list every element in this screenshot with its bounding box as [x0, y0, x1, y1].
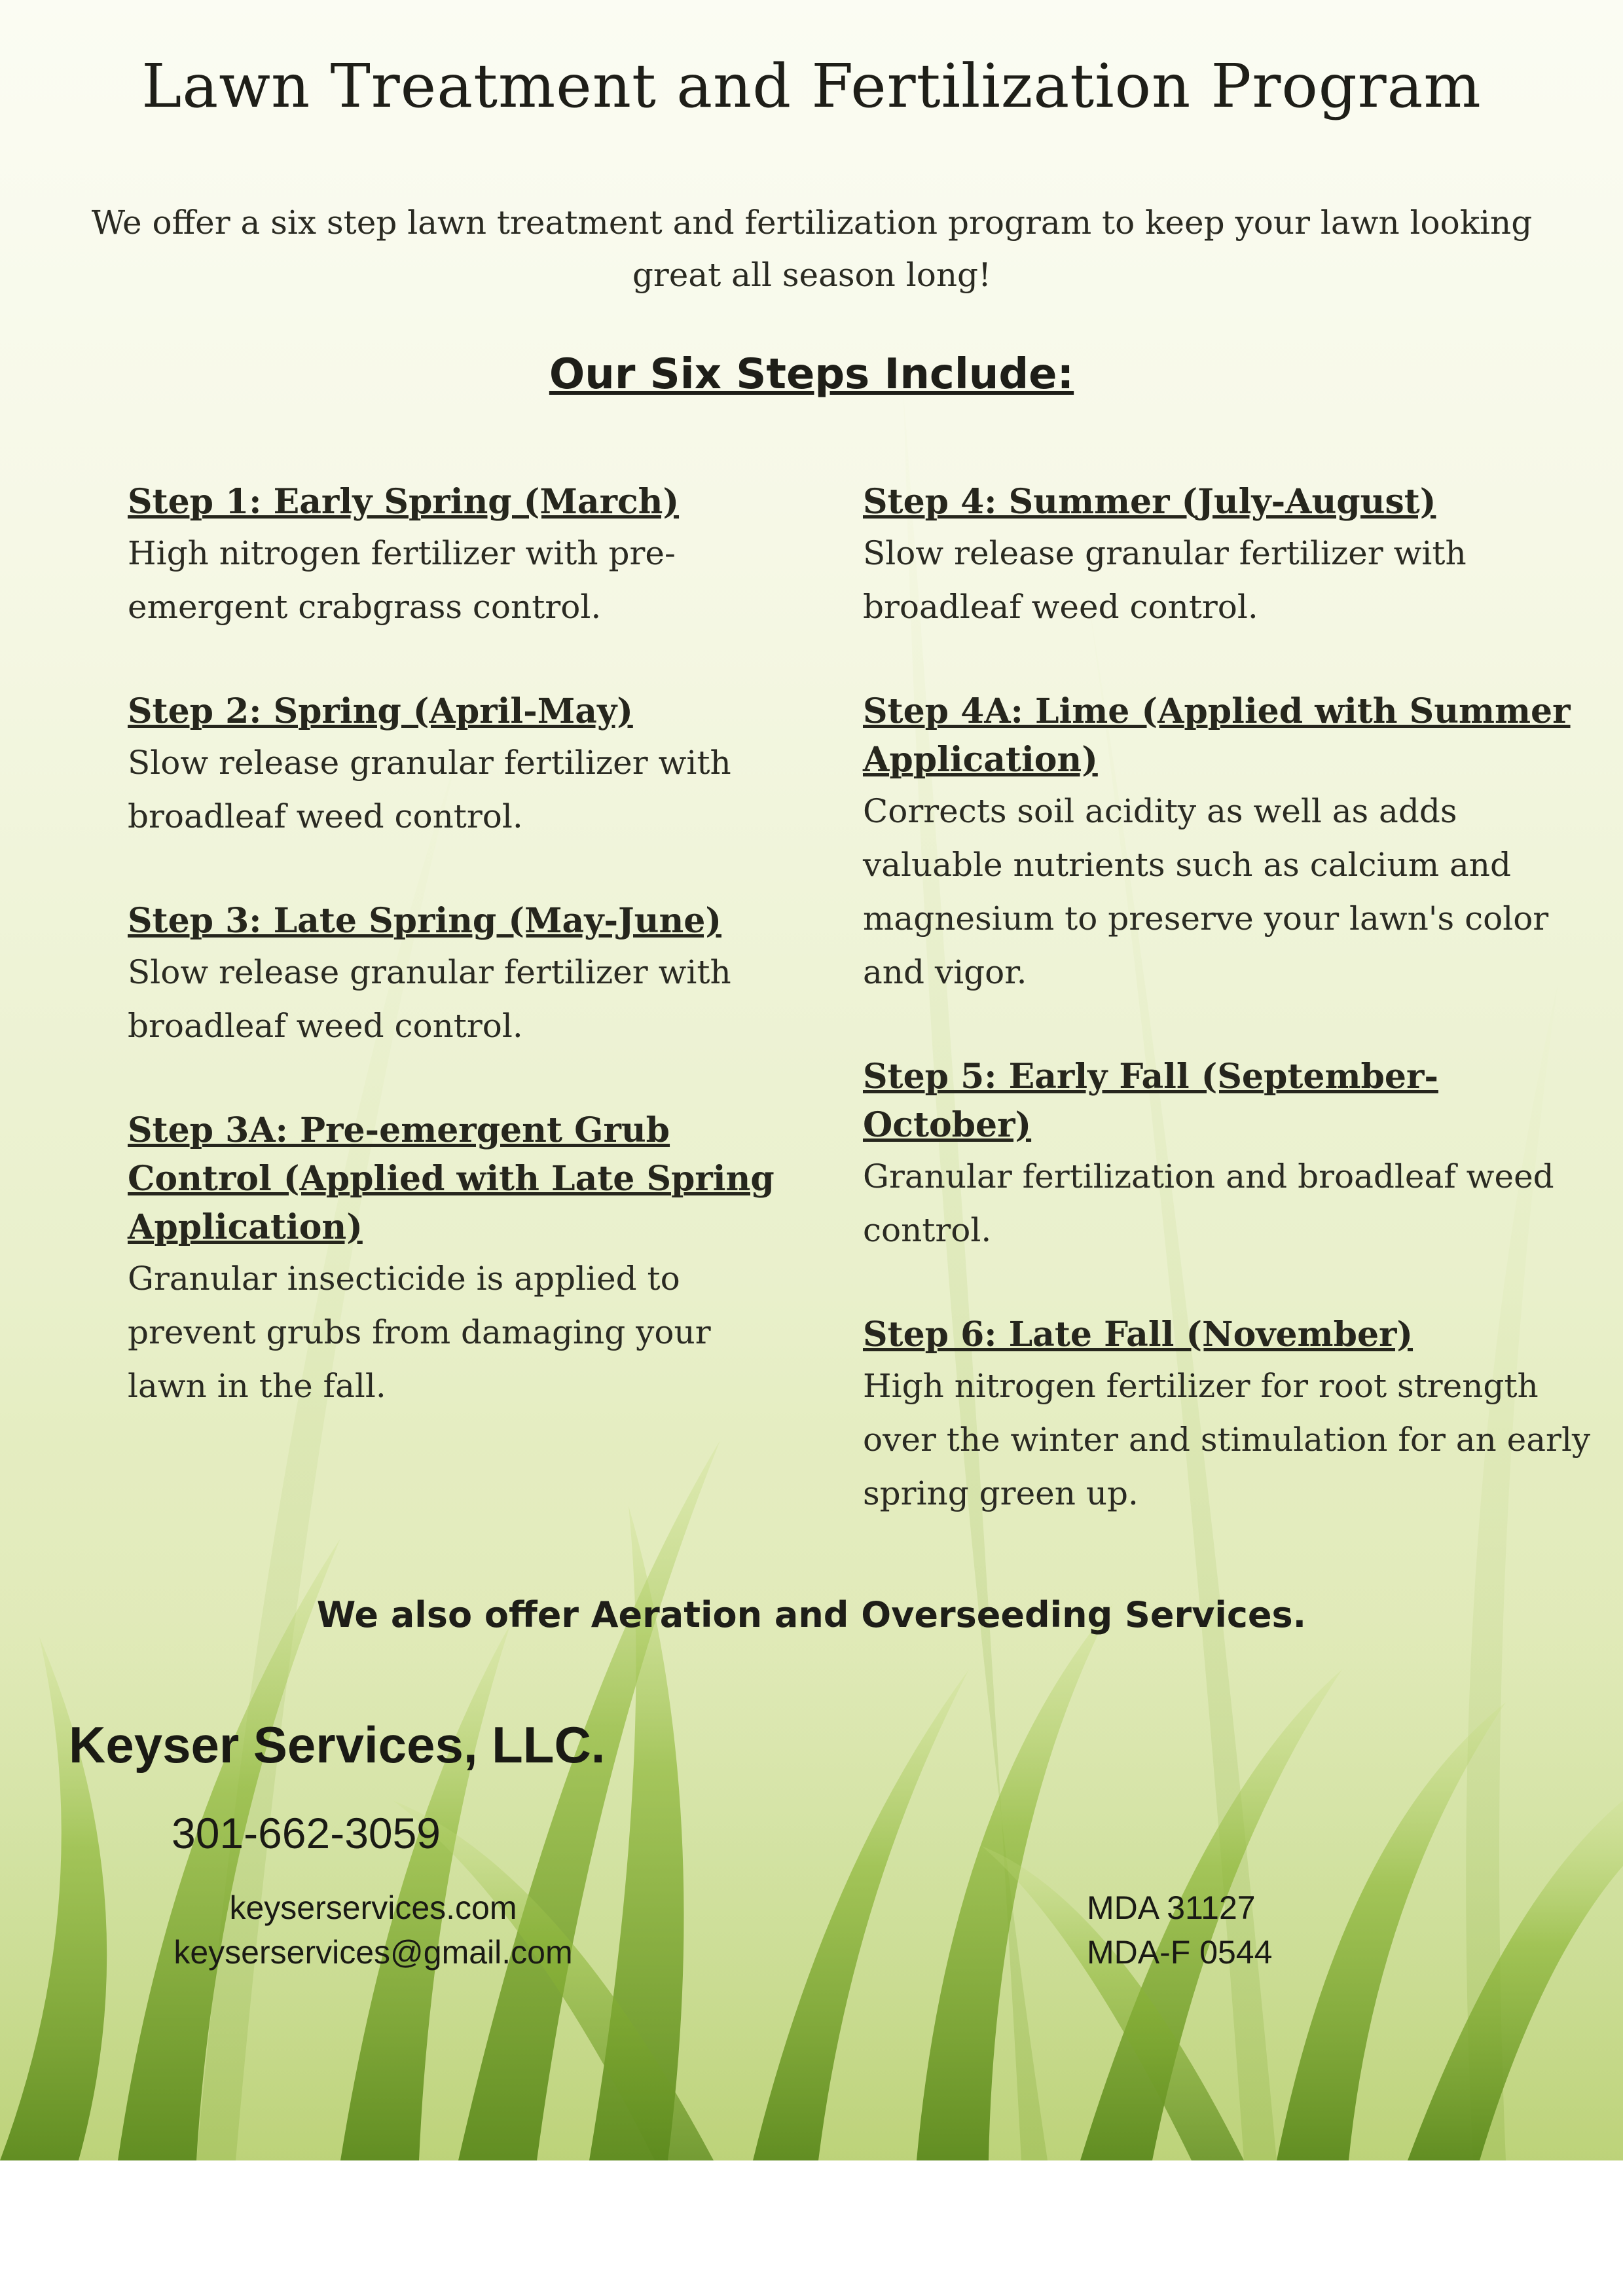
license-mda: MDA 31127	[1087, 1889, 1256, 1926]
steps-right-column	[863, 478, 1606, 1574]
company-name: Keyser Services, LLC.	[69, 1716, 606, 1774]
step-description: Granular insecticide is applied to prevent grubs from damaging your lawn in the fall.	[128, 1260, 711, 1405]
intro-text: We offer a six step lawn treatment and fertilization program to keep your lawn looking great all season long!	[91, 204, 1533, 294]
step-title: Step 5: Early Fall (September-October)	[863, 1057, 1438, 1145]
steps-heading: Our Six Steps Include:	[549, 350, 1074, 399]
step-title: Step 4: Summer (July-August)	[863, 482, 1436, 522]
step-title: Step 4A: Lime (Applied with Summer Application)	[863, 691, 1571, 780]
step-description: Slow release granular fertilizer with broadleaf weed control.	[128, 744, 731, 835]
step-title: Step 6: Late Fall (November)	[863, 1315, 1413, 1355]
step-5	[863, 1053, 1606, 1257]
step-2	[128, 687, 789, 843]
step-title: Step 1: Early Spring (March)	[128, 482, 680, 522]
step-title: Step 2: Spring (April-May)	[128, 691, 633, 731]
step-3	[128, 897, 789, 1053]
website-link[interactable]: keyserservices.com	[229, 1889, 517, 1926]
license-block	[1087, 1886, 1272, 1975]
email-link[interactable]: keyserservices@gmail.com	[173, 1934, 573, 1971]
step-3a	[128, 1106, 789, 1413]
step-description: Slow release granular fertilizer with broadleaf weed control.	[128, 953, 731, 1045]
step-description: High nitrogen fertilizer for root strength over the winter and stimulation for an early spring green up.	[863, 1367, 1591, 1512]
page-title: Lawn Treatment and Fertilization Program	[141, 51, 1482, 121]
step-description: High nitrogen fertilizer with pre-emergent crabgrass control.	[128, 534, 676, 626]
contact-block	[131, 1886, 615, 1975]
license-mda-f: MDA-F 0544	[1087, 1934, 1273, 1971]
phone-number: 301-662-3059	[172, 1809, 441, 1857]
step-description: Corrects soil acidity as well as adds valuable nutrients such as calcium and magnesium to preserve your lawn's color and vigor.	[863, 792, 1549, 991]
steps-left-column	[128, 478, 789, 1467]
step-title: Step 3: Late Spring (May-June)	[128, 901, 721, 941]
step-description: Granular fertilization and broadleaf weed control.	[863, 1157, 1554, 1249]
also-offer-text: We also offer Aeration and Overseeding Services.	[316, 1594, 1307, 1635]
step-description: Slow release granular fertilizer with broadleaf weed control.	[863, 534, 1467, 626]
step-4a	[863, 687, 1606, 999]
step-1	[128, 478, 789, 634]
step-6	[863, 1311, 1606, 1520]
step-title: Step 3A: Pre-emergent Grub Control (Applied with Late Spring Application)	[128, 1110, 775, 1247]
step-4	[863, 478, 1606, 634]
